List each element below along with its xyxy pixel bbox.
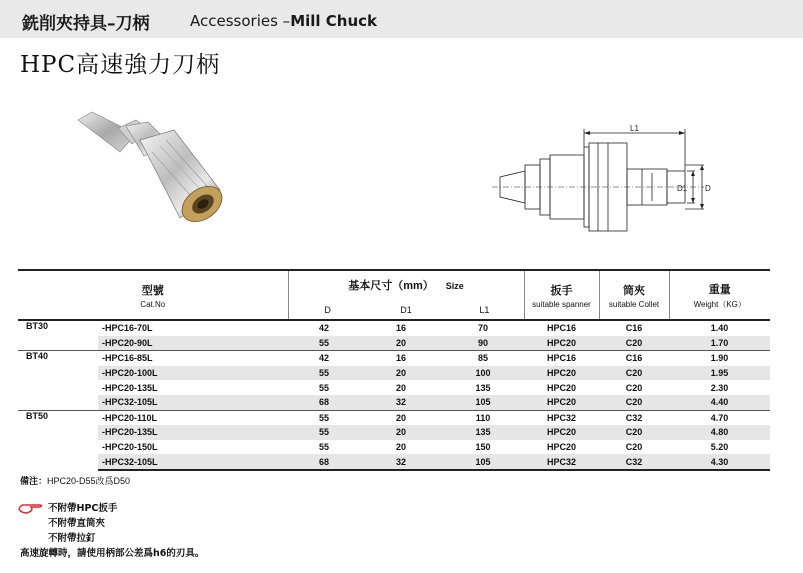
d1-cell: 32 <box>360 454 442 470</box>
d1-cell: 16 <box>395 323 406 334</box>
cat-cell: -HPC32-105L <box>98 395 288 410</box>
table-row <box>18 380 770 395</box>
collet-cell: C20 <box>599 366 669 381</box>
technical-drawing <box>490 125 715 240</box>
l1-cell: 85 <box>442 351 524 366</box>
d-cell: 42 <box>318 323 329 334</box>
note-item: 不附帶直筒夾 <box>48 518 106 529</box>
spanner-cell: HPC20 <box>546 382 576 393</box>
header-title-cn: 銑削夾持具–刀柄 <box>22 14 150 34</box>
spec-table-body <box>18 320 770 470</box>
header-size <box>288 270 524 320</box>
l1-cell: 150 <box>475 442 491 453</box>
table-row <box>18 320 770 336</box>
header-title-en-prefix: Accessories – <box>190 12 291 30</box>
collet-cell: C20 <box>599 336 669 351</box>
header-collet-en: suitable Collet <box>608 299 660 309</box>
collet-cell: C20 <box>625 442 643 453</box>
l1-cell: 90 <box>442 336 524 351</box>
table-row <box>18 454 770 470</box>
header-weight <box>669 270 770 320</box>
note-item: 不附帶HPC扳手 <box>48 503 118 514</box>
collet-cell: C20 <box>599 395 669 410</box>
product-title: HPC高速強力刀柄 <box>20 52 221 78</box>
d-cell: 55 <box>318 382 329 393</box>
header-collet <box>599 270 669 320</box>
weight-cell: 5.20 <box>710 442 729 453</box>
header-weight-en: Weight（KG） <box>693 299 746 309</box>
table-row <box>18 395 770 410</box>
header-col-l1: L1 <box>479 305 490 315</box>
d-cell: 55 <box>288 366 360 381</box>
collet-cell: C20 <box>599 425 669 440</box>
d1-cell: 20 <box>360 410 442 425</box>
spanner-cell: HPC32 <box>524 454 599 470</box>
weight-cell: 4.40 <box>669 395 770 410</box>
d-cell: 55 <box>288 336 360 351</box>
d1-cell: 20 <box>395 442 406 453</box>
collet-cell: C32 <box>599 410 669 425</box>
d1-cell: 20 <box>395 382 406 393</box>
weight-cell: 1.70 <box>669 336 770 351</box>
l1-cell: 100 <box>442 366 524 381</box>
header-size-en: Size <box>445 281 464 291</box>
l1-cell: 105 <box>442 454 524 470</box>
header-collet-cn: 筒夾 <box>623 284 645 297</box>
d1-cell: 20 <box>360 366 442 381</box>
footnote-label: 備注： <box>20 476 48 486</box>
weight-cell: 4.70 <box>669 410 770 425</box>
weight-cell: 1.95 <box>669 366 770 381</box>
spanner-cell: HPC32 <box>524 410 599 425</box>
d-cell: 55 <box>318 442 329 453</box>
drawing-label-l1: L1 <box>630 125 639 133</box>
table-row <box>18 440 770 455</box>
spanner-cell: HPC20 <box>524 336 599 351</box>
table-row <box>18 336 770 351</box>
spanner-cell: HPC20 <box>524 395 599 410</box>
note-item: 不附帶拉釘 <box>48 533 96 544</box>
spanner-cell: HPC16 <box>524 351 599 366</box>
header-spanner-en: suitable spanner <box>532 299 591 309</box>
d-cell: 55 <box>288 410 360 425</box>
notes-list <box>20 501 205 561</box>
d-cell: 55 <box>288 425 360 440</box>
cat-cell: -HPC20-90L <box>98 336 288 351</box>
product-image <box>70 100 250 240</box>
spanner-cell: HPC20 <box>546 442 576 453</box>
weight-cell: 4.80 <box>669 425 770 440</box>
d1-cell: 32 <box>360 395 442 410</box>
weight-cell: 1.90 <box>669 351 770 366</box>
cat-cell: -HPC20-100L <box>98 366 288 381</box>
header-spanner <box>524 270 599 320</box>
d1-cell: 16 <box>360 351 442 366</box>
spanner-cell: HPC20 <box>524 425 599 440</box>
header-col-d: D <box>324 305 331 315</box>
d1-cell: 20 <box>360 336 442 351</box>
header-size-cn: 基本尺寸（mm） <box>348 280 434 292</box>
cat-cell: -HPC20-150L <box>102 442 158 453</box>
table-row <box>18 410 770 425</box>
table-row <box>18 351 770 366</box>
note-item: 高速旋轉時，請使用柄部公差爲h6的刃具。 <box>20 548 205 559</box>
weight-cell: 4.30 <box>669 454 770 470</box>
weight-cell: 1.40 <box>710 323 729 334</box>
d-cell: 42 <box>288 351 360 366</box>
cat-cell: -HPC16-70L <box>102 323 153 334</box>
pointing-hand-icon <box>18 502 44 516</box>
l1-cell: 135 <box>475 382 491 393</box>
cat-cell: -HPC20-135L <box>102 382 158 393</box>
collet-cell: C16 <box>625 323 643 334</box>
header-weight-cn: 重量 <box>708 283 731 296</box>
table-row <box>18 425 770 440</box>
collet-cell: C32 <box>599 454 669 470</box>
spanner-cell: HPC20 <box>524 366 599 381</box>
cat-cell: -HPC32-105L <box>98 454 288 470</box>
header-model <box>18 270 288 320</box>
header-title-en-bold: Mill Chuck <box>290 12 377 30</box>
header-spanner-cn: 扳手 <box>550 284 573 297</box>
weight-cell: 2.30 <box>710 382 729 393</box>
cat-cell: -HPC16-85L <box>98 351 288 366</box>
footnote <box>20 474 130 487</box>
drawing-label-d1: D1 <box>677 184 688 193</box>
l1-cell: 70 <box>477 323 488 334</box>
l1-cell: 135 <box>442 425 524 440</box>
cat-cell: -HPC20-135L <box>98 425 288 440</box>
spec-table <box>18 269 770 471</box>
d-cell: 68 <box>288 454 360 470</box>
l1-cell: 105 <box>442 395 524 410</box>
header-col-d1: D1 <box>400 305 412 315</box>
table-row <box>18 366 770 381</box>
l1-cell: 110 <box>442 410 524 425</box>
header-title-en <box>190 12 377 30</box>
table-header-row <box>18 270 770 320</box>
d-cell: 68 <box>288 395 360 410</box>
collet-cell: C20 <box>625 382 643 393</box>
footnote-text: HPC20-D55改爲D50 <box>47 476 131 486</box>
header-model-en: Cat.No <box>140 299 166 309</box>
series-cell: BT30 <box>18 320 98 351</box>
series-cell: BT50 <box>18 410 98 470</box>
series-cell: BT40 <box>18 351 98 410</box>
drawing-label-d: D <box>705 184 711 193</box>
cat-cell: -HPC20-110L <box>98 410 288 425</box>
d1-cell: 20 <box>360 425 442 440</box>
spanner-cell: HPC16 <box>546 323 576 334</box>
header-model-cn: 型號 <box>141 284 164 297</box>
collet-cell: C16 <box>599 351 669 366</box>
